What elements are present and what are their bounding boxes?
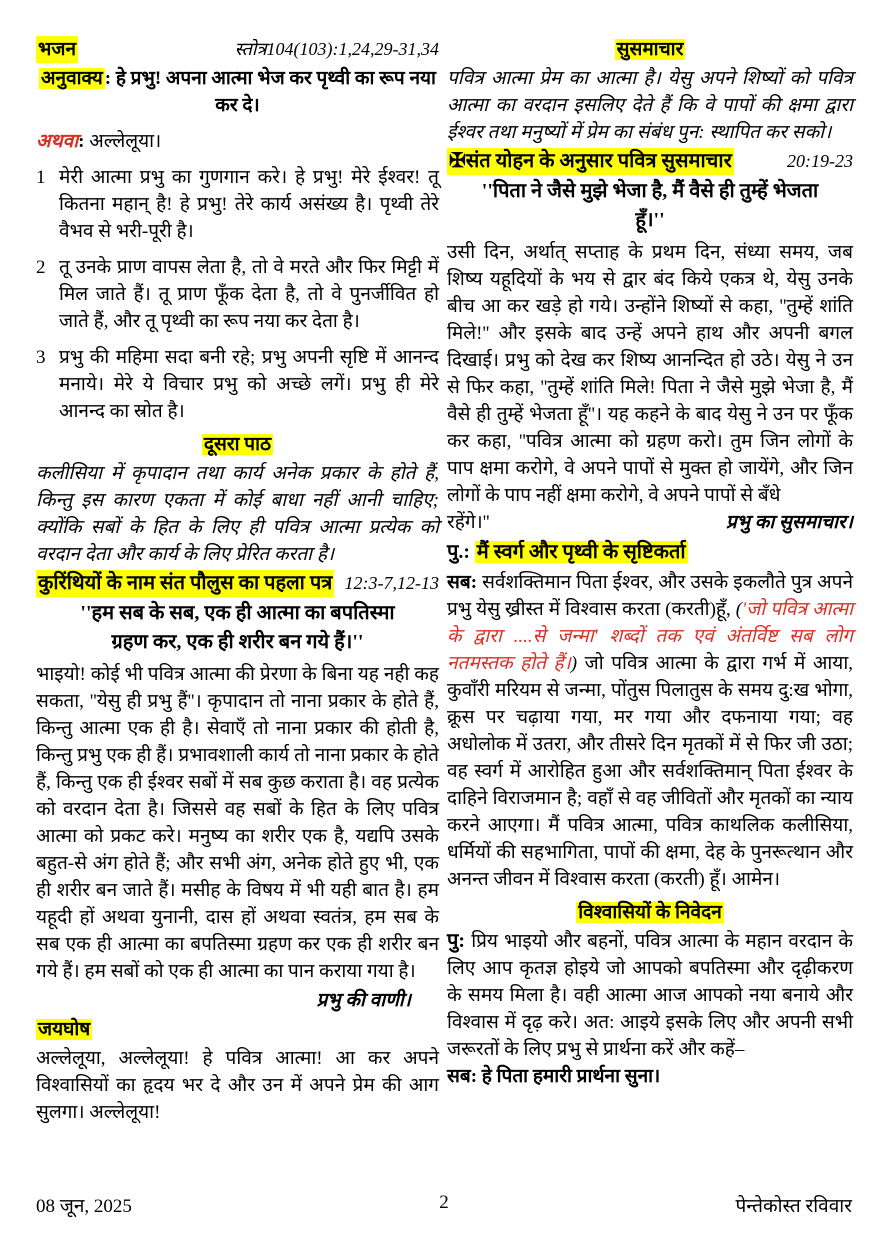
- cross-icon: ✠: [449, 150, 466, 172]
- antiphon-colon: :: [104, 68, 112, 89]
- creed-priest-text: मैं स्वर्ग और पृथ्वी के सृष्टिकर्ता: [476, 541, 686, 563]
- second-reading-intro: कलीसिया में कृपादान तथा कार्य अनेक प्रकार के होते हैं, किन्तु इस कारण एकता में कोई बाधा नहीं आनी चाहिए; क्योंकि सबों के हित के लिए ही पवित्र आत्मा प्रत्येक को वरदान देता और कार्य के लिए प्रेरित करता है।: [36, 463, 439, 565]
- intercessions-heading: [447, 899, 853, 926]
- rubric-open-paren: (: [735, 599, 743, 620]
- verse-text: प्रभु की महिमा सदा बनी रहे; प्रभु अपनी सृष्टि में आनन्द मनाये। मेरे ये विचार प्रभु को अच्छे लगें। प्रभु ही मेरे आनन्द का स्रोत है।: [59, 347, 439, 422]
- gospel-heading: [447, 36, 853, 63]
- acclamation-text: अल्लेलूया, अल्लेलूया! हे पवित्र आत्मा! आ कर अपने विश्वासियों का हृदय भर दे और उन में अपने प्रेम की आग सुलगा। अल्लेलूया!: [36, 1048, 439, 1123]
- quote-line: हूँ।'': [635, 209, 665, 231]
- intercessions-priest-text: प्रिय भाइयो और बहनों, पवित्र आत्मा के महान वरदान के लिए आप कृतज्ञ होइये जो आपको बपतिस्मा और दृढ़ीकरण के समय मिला है। वही आत्मा आज आपको नया बनाये और विश्वास में दृढ़ करे। अत: आइये इसके लिए और अपनी सभी जरूरतों के लिए प्रभु से प्रार्थना करें और कहें–: [447, 931, 853, 1060]
- psalm-antiphon: [36, 65, 439, 119]
- creed-all-text-2: जो पवित्र आत्मा के द्वारा गर्भ में आया, कुवाँरी मरियम से जन्मा, पोंतुस पिलातुस के समय दु:ख भोगा, क्रूस पर चढ़ाया गया, मर गया और दफनाया गया; वह अधोलोक में उतरा, और तीसरे दिन मृतकों में से फिर जी उठा; वह स्वर्ग में आरोहित हुआ और सर्वशक्तिमान् पिता ईश्वर के दाहिने विराजमान है; वहाँ से वह जीवितों और मृतकों का न्याय करने आएगा। मैं पवित्र आत्मा, पवित्र काथलिक कलीसिया, धर्मियों की सहभागिता, पापों की क्षमा, देह के पुनरूत्थान और अनन्त जीवन में विश्वास करता (करती) हूँ। आमेन।: [447, 653, 854, 890]
- rubric-close-paren: ): [570, 653, 578, 674]
- creed-all-paragraph: [447, 569, 853, 893]
- footer-feast: पेन्तेकोस्त रविवार: [735, 1196, 852, 1217]
- antiphon-text: हे प्रभु! अपना आत्मा भेज कर पृथ्वी का रूप नया कर दे।: [115, 68, 436, 116]
- psalm-reference: स्तोत्र104(103):1,24,29-31,34: [234, 39, 439, 59]
- psalm-verse: [36, 344, 439, 425]
- gospel-body-last-words: रहेंगे।'': [447, 512, 490, 533]
- footer-date: 08 जून, 2025: [36, 1196, 132, 1217]
- second-reading-source-row: [36, 570, 439, 597]
- verse-number: 3: [36, 347, 46, 368]
- intercessions-all-line: [447, 1063, 853, 1090]
- gospel-source-text: संत योहन के अनुसार पवित्र सुसमाचार: [465, 150, 732, 172]
- second-reading-body: भाइयो! कोई भी पवित्र आत्मा की प्रेरणा के बिना यह नही कह सकता, ''येसु ही प्रभु हैं''। कृपादान तो नाना प्रकार के होते हैं, किन्तु आत्मा एक ही है। सेवाएँ तो नाना प्रकार की होती है, किन्तु प्रभु एक ही हैं। प्रभावशाली कार्य तो नाना प्रकार के होते हैं, किन्तु एक ही ईश्वर सबों में सब कुछ कराता है। वह प्रत्येक को वरदान देता है। जिससे वह सबों के हित के लिए पवित्र आत्मा को प्रकट करे। मनुष्य का शरीर एक है, यद्यपि उसके बहुत-से अंग होते हैं; और सभी अंग, अनेक होते हुए भी, एक ही शरीर बन जाते हैं। मसीह के विषय में भी यही बात है। हम यहूदी हों अथवा युनानी, दास हों अथवा स्वतंत्र, हम सब के सब एक ही आत्मा का बपतिस्मा ग्रहण कर एक ही शरीर बन गये हैं। हम सबों को एक ही आत्मा का पान कराया गया है।: [36, 664, 439, 982]
- quote-line: ''पिता ने जैसे मुझे भेजा है, मैं वैसे ही तुम्हें भेजता: [481, 180, 819, 202]
- gospel-last-line: [447, 509, 853, 536]
- antiphon-label: अनुवाक्य: [41, 68, 103, 89]
- intercessions-priest-label: पु:: [447, 930, 466, 952]
- gospel-intro: पवित्र आत्मा प्रेम का आत्मा है। येसु अपने शिष्यों को पवित्र आत्मा का वरदान इसलिए देते हैं कि वे पापों की क्षमा द्वारा ईश्वर तथा मनुष्यों में प्रेम का संबंध पुन: स्थापित कर सको।: [447, 68, 853, 143]
- or-text: अल्लेलूया।: [89, 131, 162, 152]
- gospel-quote: [447, 177, 853, 235]
- verse-text: तू उनके प्राण वापस लेता है, तो वे मरते और फिर मिट्टी में मिल जाते हैं। तू प्राण फूँक देता है, तो वे पुनर्जीवित हो जाते हैं, और तू पृथ्वी का रूप नया कर देता है।: [59, 257, 439, 332]
- gospel-reference: 20:19-23: [787, 151, 853, 171]
- second-reading-source: कुरिंथियों के नाम संत पौलुस का पहला पत्र: [36, 570, 334, 597]
- gospel-source: [447, 148, 734, 175]
- right-column: [447, 36, 853, 1090]
- intercessions-all-label: सब:: [447, 1066, 478, 1087]
- psalm-verse: [36, 254, 439, 335]
- intercessions-priest-paragraph: [447, 928, 853, 1063]
- creed-priest-label: पु.:: [447, 541, 471, 563]
- psalm-verse: [36, 164, 439, 245]
- acclamation-heading: [36, 1016, 439, 1043]
- or-colon: :: [78, 131, 85, 152]
- gospel-source-row: [447, 148, 853, 175]
- page-number: 2: [439, 1192, 449, 1213]
- second-reading-closing: प्रभु की वाणी।: [316, 990, 411, 1011]
- psalm-header: [36, 36, 439, 63]
- intercessions-title: विश्वासियों के निवेदन: [578, 902, 722, 923]
- gospel-title: सुसमाचार: [616, 39, 684, 60]
- page-footer: [36, 1192, 852, 1218]
- left-column: [36, 36, 439, 1126]
- intercessions-all-text: हे पिता हमारी प्रार्थना सुना।: [481, 1066, 661, 1087]
- creed-all-text-1: सर्वशक्तिमान पिता ईश्वर, और उसके इकलौते पुत्र अपने प्रभु येसु ख्रीस्त में विश्वास करता (करती)हूँ,: [447, 572, 854, 620]
- acclamation-title: जयघोष: [38, 1019, 91, 1040]
- second-reading-heading: [36, 431, 439, 458]
- creed-rubric: 'जो पवित्र आत्मा के द्वारा ....से जन्मा' शब्दों तक एवं अंतर्विष्ट सब लोग नतमस्तक होते हैं।: [447, 599, 853, 674]
- gospel-body: उसी दिन, अर्थात् सप्ताह के प्रथम दिन, संध्या समय, जब शिष्य यहूदियों के भय से द्वार बंद किये एकत्र थे, येसु उनके बीच आ कर खड़े हो गये। उन्होंने शिष्यों से कहा, ''तुम्हें शांति मिले!'' और इसके बाद उन्हें अपने हाथ और अपनी बगल दिखाई। प्रभु को देख कर शिष्य आनन्दित हो उठे। येसु ने उन से फिर कहा, ''तुम्हें शांति मिले! पिता ने जैसे मुझे भेजा है, मैं वैसे ही तुम्हें भेजता हूँ''। यह कहने के बाद येसु ने उन पर फूँक कर कहा, ''पवित्र आत्मा को ग्रहण करो। तुम जिन लोगों के पाप क्षमा करोगे, वे अपने पापों से मुक्त हो जायेंगे, और जिन लोगों के पाप नहीं क्षमा करोगे, वे अपने पापों से बँधे: [447, 242, 853, 506]
- gospel-closing: प्रभु का सुसमाचार।: [725, 512, 853, 533]
- quote-line: ''हम सब के सब, एक ही आत्मा का बपतिस्मा: [80, 602, 395, 624]
- verse-text: मेरी आत्मा प्रभु का गुणगान करे। हे प्रभु! मेरे ईश्वर! तू कितना महान् है! हे प्रभु! तेरे कार्य असंख्य है। पृथ्वी तेरे वैभव से भरी-पूरी है।: [59, 167, 439, 242]
- creed-all-label: सब:: [447, 572, 478, 593]
- creed-priest-line: [447, 539, 853, 566]
- second-reading-reference: 12:3-7,12-13: [344, 573, 439, 593]
- second-reading-title: दूसरा पाठ: [203, 434, 272, 455]
- verse-number: 1: [36, 167, 46, 188]
- quote-line: ग्रहण कर, एक ही शरीर बन गये हैं।'': [111, 631, 364, 653]
- second-reading-quote: [36, 599, 439, 657]
- or-label: अथवा: [36, 131, 79, 152]
- psalm-or-line: [36, 128, 439, 155]
- verse-number: 2: [36, 257, 46, 278]
- psalm-title: भजन: [36, 36, 78, 63]
